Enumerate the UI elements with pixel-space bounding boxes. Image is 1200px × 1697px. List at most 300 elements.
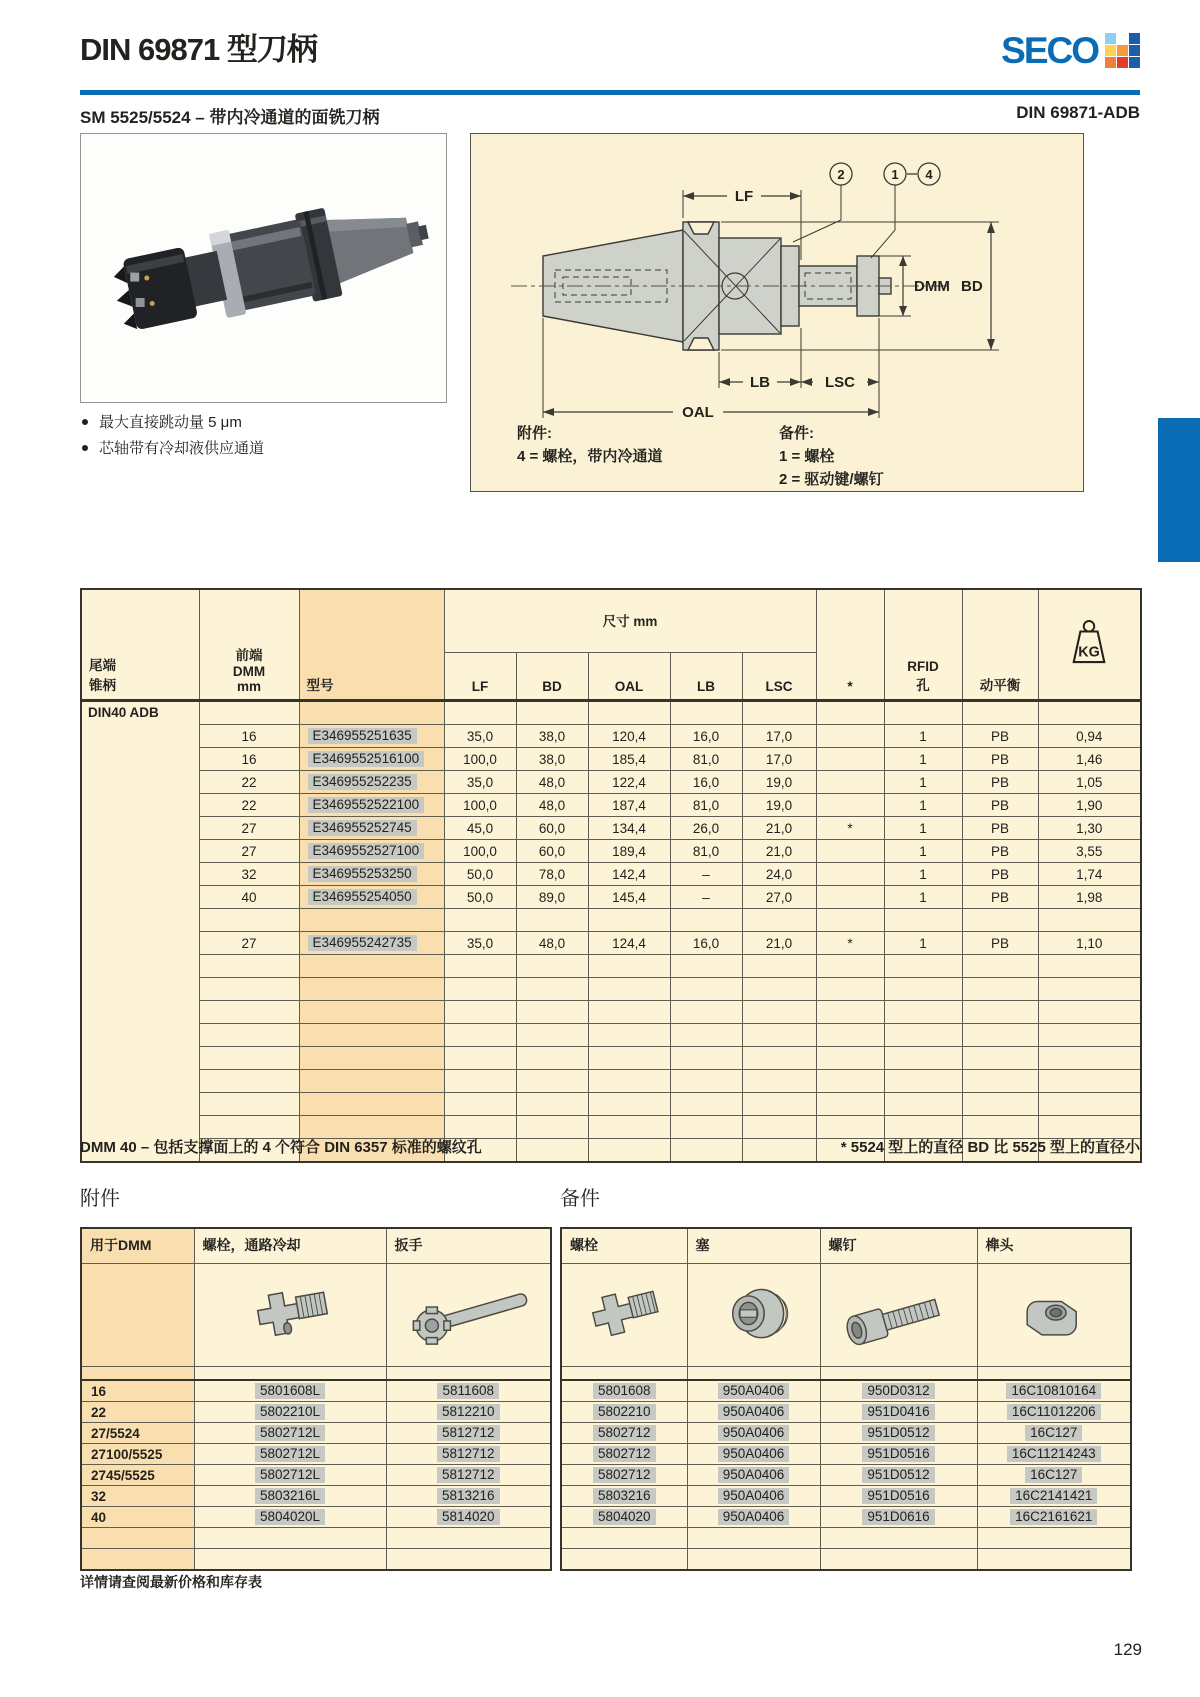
- cell-oal: [588, 978, 670, 1001]
- cell-rfid: [884, 1024, 962, 1047]
- callout-4-label: 4: [925, 167, 933, 182]
- cell-lf: [444, 1047, 516, 1070]
- cell-coolant-screw-part: [194, 1528, 386, 1549]
- main-table-row: [81, 725, 1141, 748]
- dimension-diagram: [470, 133, 1084, 492]
- cell-plug-part: 950A0406: [687, 1507, 820, 1528]
- cell-coolant-screw-part: 5802712L: [194, 1465, 386, 1486]
- cell-dmm: 40: [199, 886, 299, 909]
- cell-tenon-part: 16C11214243: [977, 1444, 1131, 1465]
- cell-for-dmm: [81, 1528, 194, 1549]
- brand-pixel: [1129, 57, 1140, 68]
- main-table-row: [81, 1047, 1141, 1070]
- cell-wrench-part: 5811608: [386, 1380, 551, 1402]
- cell-oal: 145,4: [588, 886, 670, 909]
- cell-balance: PB: [962, 771, 1038, 794]
- wrench-icon: [398, 1270, 538, 1358]
- cell-oal: 142,4: [588, 863, 670, 886]
- cell-dmm: [199, 955, 299, 978]
- accessories-row: [81, 1423, 551, 1444]
- cell-lsc: [742, 1047, 816, 1070]
- cell-dmm: [199, 909, 299, 932]
- cell-oal: 185,4: [588, 748, 670, 771]
- col-header-wrench: 扳手: [386, 1228, 551, 1264]
- diagram-spares-note-item: 2 = 驱动键/螺钉: [779, 471, 884, 488]
- brand-pixel: [1105, 33, 1116, 44]
- cell-oal: [588, 1093, 670, 1116]
- main-table-row: [81, 748, 1141, 771]
- cell-star: [816, 1047, 884, 1070]
- dim-label-lb: LB: [750, 374, 770, 391]
- dim-label-lf: LF: [734, 188, 754, 205]
- brand-pixel: [1129, 33, 1140, 44]
- cell-lsc: 19,0: [742, 794, 816, 817]
- col-header-weight: [1038, 589, 1141, 701]
- cell-model: [299, 701, 444, 725]
- cell-lb: [670, 1093, 742, 1116]
- cell-lf: 35,0: [444, 771, 516, 794]
- cell-for-dmm: 22: [81, 1402, 194, 1423]
- cell-lb: [670, 1001, 742, 1024]
- plug-icon: [707, 1270, 801, 1358]
- cell-plug-part: 950A0406: [687, 1380, 820, 1402]
- cell-bd: [516, 1139, 588, 1163]
- feature-list: [82, 408, 264, 464]
- cell-lsc: 21,0: [742, 932, 816, 955]
- cell-wrench-part: 5812712: [386, 1465, 551, 1486]
- cell-plug-part: [687, 1549, 820, 1571]
- cell-dmm: 16: [199, 725, 299, 748]
- col-header-lb: LB: [670, 653, 742, 701]
- cell-screw-part: 5803216: [561, 1486, 687, 1507]
- cell-kg: 3,55: [1038, 840, 1141, 863]
- cell-model: [299, 1070, 444, 1093]
- cell-lf: 100,0: [444, 794, 516, 817]
- cell-oal: [588, 1001, 670, 1024]
- cell-lf: [444, 1024, 516, 1047]
- page-number: 129: [1113, 1640, 1142, 1659]
- cell-setscrew-part: [820, 1549, 977, 1571]
- cell-bd: [516, 1070, 588, 1093]
- cell-balance: PB: [962, 863, 1038, 886]
- cell-plug-part: [687, 1528, 820, 1549]
- accessories-header-row: [81, 1228, 551, 1264]
- cell-setscrew-part: 951D0512: [820, 1465, 977, 1486]
- cell-coolant-screw-part: 5802712L: [194, 1423, 386, 1444]
- page-edge-tab: [1158, 418, 1200, 562]
- cell-star: [816, 1024, 884, 1047]
- cell-model: [299, 1024, 444, 1047]
- cell-coolant-screw-part: 5803216L: [194, 1486, 386, 1507]
- cell-tenon-part: 16C2161621: [977, 1507, 1131, 1528]
- cell-kg: 1,30: [1038, 817, 1141, 840]
- main-table-row: [81, 932, 1141, 955]
- cell-rfid: 1: [884, 794, 962, 817]
- main-table-row: [81, 794, 1141, 817]
- cell-dmm: [199, 1001, 299, 1024]
- spares-row: [561, 1507, 1131, 1528]
- cell-coolant-screw-part: [194, 1549, 386, 1571]
- cell-wrench-part: 5812712: [386, 1423, 551, 1444]
- cell-rfid: [884, 1093, 962, 1116]
- cell-rfid: 1: [884, 863, 962, 886]
- cell-lsc: [742, 1093, 816, 1116]
- main-table-row: [81, 1093, 1141, 1116]
- cell-lsc: 17,0: [742, 725, 816, 748]
- cell-screw-part: 5802712: [561, 1444, 687, 1465]
- callout-2-label: 2: [837, 167, 845, 182]
- cell-kg: [1038, 978, 1141, 1001]
- cell-screw-part: [561, 1528, 687, 1549]
- spares-row: [561, 1444, 1131, 1465]
- main-table-row: [81, 1024, 1141, 1047]
- spares-row: [561, 1402, 1131, 1423]
- cell-kg: [1038, 1001, 1141, 1024]
- cell-model: E3469552527100: [299, 840, 444, 863]
- col-header-screw: 螺栓: [561, 1228, 687, 1264]
- cell-lsc: 24,0: [742, 863, 816, 886]
- cell-kg: 1,05: [1038, 771, 1141, 794]
- cell-kg: [1038, 701, 1141, 725]
- cell-bd: 48,0: [516, 771, 588, 794]
- cell-kg: 1,10: [1038, 932, 1141, 955]
- accessories-row: [81, 1507, 551, 1528]
- cell-kg: 1,74: [1038, 863, 1141, 886]
- cell-dmm: 27: [199, 840, 299, 863]
- cell-lsc: [742, 1070, 816, 1093]
- cell-model: [299, 1047, 444, 1070]
- diagram-spares-note-title: 备件:: [779, 425, 814, 442]
- cell-for-dmm: 40: [81, 1507, 194, 1528]
- cell-rfid: [884, 1001, 962, 1024]
- cell-star: [816, 840, 884, 863]
- cell-tenon-part: 16C10810164: [977, 1380, 1131, 1402]
- cell-oal: [588, 955, 670, 978]
- header-rule: [80, 90, 1140, 95]
- cell-lf: [444, 701, 516, 725]
- cell-lb: [670, 978, 742, 1001]
- cell-rfid: 1: [884, 725, 962, 748]
- brand-pixel-grid: [1105, 33, 1140, 68]
- cell-dmm: 22: [199, 771, 299, 794]
- cell-oal: 122,4: [588, 771, 670, 794]
- accessories-gap-row: [81, 1367, 551, 1381]
- main-table-row: [81, 701, 1141, 725]
- diagram-accessory-note-title: 附件:: [517, 425, 552, 442]
- tenon-icon: [1007, 1270, 1101, 1358]
- cell-balance: [962, 701, 1038, 725]
- col-header-setscrew: 螺钉: [820, 1228, 977, 1264]
- cell-model: [299, 978, 444, 1001]
- svg-text:KG: KG: [1078, 644, 1100, 661]
- cell-model: E346955253250: [299, 863, 444, 886]
- cell-bd: [516, 909, 588, 932]
- cell-lb: [670, 1139, 742, 1163]
- cell-kg: 1,98: [1038, 886, 1141, 909]
- cell-bd: [516, 955, 588, 978]
- cell-dmm: 16: [199, 748, 299, 771]
- main-dimensions-table: [80, 588, 1142, 1163]
- cell-coolant-screw-part: 5802712L: [194, 1444, 386, 1465]
- cell-rfid: [884, 1047, 962, 1070]
- accessories-row: [81, 1465, 551, 1486]
- accessories-row: [81, 1528, 551, 1549]
- main-table-row: [81, 978, 1141, 1001]
- cell-star: [816, 725, 884, 748]
- cell-dmm: [199, 1024, 299, 1047]
- cell-kg: [1038, 909, 1141, 932]
- page-title: DIN 69871 型刀柄: [80, 32, 317, 67]
- cell-balance: PB: [962, 794, 1038, 817]
- cell-lsc: [742, 1139, 816, 1163]
- cell-for-dmm: 27/5524: [81, 1423, 194, 1444]
- seco-logo-text: SECO: [1001, 30, 1098, 71]
- cell-rfid: 1: [884, 932, 962, 955]
- brand-pixel: [1105, 57, 1116, 68]
- diagram-accessory-note: [517, 422, 662, 468]
- cell-model: E346955251635: [299, 725, 444, 748]
- cell-lf: 100,0: [444, 748, 516, 771]
- main-table-row: [81, 771, 1141, 794]
- cell-wrench-part: [386, 1528, 551, 1549]
- tool-holder-line-drawing: [471, 134, 1083, 424]
- cell-setscrew-part: 950D0312: [820, 1380, 977, 1402]
- cell-lb: 16,0: [670, 932, 742, 955]
- cell-kg: [1038, 1093, 1141, 1116]
- cell-lf: [444, 978, 516, 1001]
- brand-pixel: [1129, 45, 1140, 56]
- cell-lf: [444, 1093, 516, 1116]
- cell-dmm: [199, 1047, 299, 1070]
- cell-lf: 50,0: [444, 886, 516, 909]
- cell-bd: 38,0: [516, 725, 588, 748]
- cell-tenon-part: 16C11012206: [977, 1402, 1131, 1423]
- main-table-body: [81, 701, 1141, 1163]
- col-header-balance: 动平衡: [962, 589, 1038, 701]
- dim-label-dmm: DMM: [914, 278, 950, 295]
- main-table-row: [81, 886, 1141, 909]
- cell-lf: [444, 1070, 516, 1093]
- cell-rfid: 1: [884, 748, 962, 771]
- cell-balance: [962, 955, 1038, 978]
- brand-pixel: [1117, 45, 1128, 56]
- cell-kg: [1038, 955, 1141, 978]
- accessories-image-row: [81, 1264, 551, 1367]
- cell-lsc: [742, 701, 816, 725]
- cell-lb: [670, 1047, 742, 1070]
- cell-bd: [516, 1116, 588, 1139]
- cell-oal: 134,4: [588, 817, 670, 840]
- col-header-shank: 尾端 锥柄: [81, 589, 199, 701]
- accessories-row: [81, 1444, 551, 1465]
- col-header-front-dmm: 前端 DMM mm: [199, 589, 299, 701]
- cell-screw-part: 5802210: [561, 1402, 687, 1423]
- cell-coolant-screw-part: 5802210L: [194, 1402, 386, 1423]
- main-table-header-row: [81, 589, 1141, 653]
- spindle-type-label: DIN40 ADB: [81, 701, 199, 1163]
- cell-star: [816, 1001, 884, 1024]
- kg-weight-icon: [1068, 619, 1110, 665]
- col-header-model: 型号: [299, 589, 444, 701]
- cell-balance: [962, 909, 1038, 932]
- cell-kg: 1,46: [1038, 748, 1141, 771]
- diagram-accessory-note-item: 4 = 螺栓，带内冷通道: [517, 448, 663, 465]
- accessories-section-title: 附件: [80, 1188, 120, 1210]
- spares-row: [561, 1528, 1131, 1549]
- spares-gap-row: [561, 1367, 1131, 1381]
- cell-star: [816, 978, 884, 1001]
- cell-balance: PB: [962, 725, 1038, 748]
- cell-bd: 48,0: [516, 794, 588, 817]
- feature-item: 芯轴带有冷却液供应通道: [82, 438, 264, 460]
- cell-dmm: 27: [199, 932, 299, 955]
- cell-plug-part: 950A0406: [687, 1465, 820, 1486]
- cell-plug-part: 950A0406: [687, 1423, 820, 1444]
- cell-balance: PB: [962, 932, 1038, 955]
- cell-setscrew-part: 951D0416: [820, 1402, 977, 1423]
- cell-rfid: 1: [884, 771, 962, 794]
- accessories-table: [80, 1227, 552, 1571]
- cell-oal: [588, 1070, 670, 1093]
- coolant-screw-icon: [238, 1269, 342, 1359]
- cell-dmm: 27: [199, 817, 299, 840]
- spares-table-body: [561, 1380, 1131, 1570]
- cell-star: [816, 955, 884, 978]
- cell-setscrew-part: 951D0512: [820, 1423, 977, 1444]
- cell-plug-part: 950A0406: [687, 1402, 820, 1423]
- cell-balance: PB: [962, 840, 1038, 863]
- cell-star: [816, 886, 884, 909]
- cell-lsc: [742, 955, 816, 978]
- cell-screw-part: 5802712: [561, 1465, 687, 1486]
- cell-for-dmm: 32: [81, 1486, 194, 1507]
- cell-setscrew-part: [820, 1528, 977, 1549]
- cell-oal: 120,4: [588, 725, 670, 748]
- cell-bd: 89,0: [516, 886, 588, 909]
- cell-oal: 187,4: [588, 794, 670, 817]
- cell-balance: PB: [962, 817, 1038, 840]
- series-subtitle: SM 5525/5524 – 带内冷通道的面铣刀柄: [80, 108, 380, 127]
- main-table-row: [81, 817, 1141, 840]
- cell-tenon-part: 16C2141421: [977, 1486, 1131, 1507]
- cell-screw-part: 5802712: [561, 1423, 687, 1444]
- col-header-lsc: LSC: [742, 653, 816, 701]
- cell-bd: 78,0: [516, 863, 588, 886]
- spares-row: [561, 1549, 1131, 1571]
- cell-lb: [670, 1116, 742, 1139]
- footnote-star: * 5524 型上的直径 BD 比 5525 型上的直径小: [840, 1139, 1140, 1156]
- tool-holder-photo-illustration: [81, 134, 444, 400]
- cell-rfid: [884, 1070, 962, 1093]
- brand-pixel: [1117, 57, 1128, 68]
- cell-balance: [962, 1070, 1038, 1093]
- cell-oal: [588, 1139, 670, 1163]
- accessories-row: [81, 1486, 551, 1507]
- cell-star: [816, 863, 884, 886]
- col-header-plug: 塞: [687, 1228, 820, 1264]
- col-header-rfid: RFID 孔: [884, 589, 962, 701]
- cell-coolant-screw-part: 5804020L: [194, 1507, 386, 1528]
- cell-bd: [516, 978, 588, 1001]
- cell-for-dmm: 27100/5525: [81, 1444, 194, 1465]
- cell-screw-part: 5804020: [561, 1507, 687, 1528]
- cell-lb: 81,0: [670, 748, 742, 771]
- cell-lb: 16,0: [670, 771, 742, 794]
- cell-lb: 26,0: [670, 817, 742, 840]
- cell-lb: [670, 701, 742, 725]
- cell-wrench-part: 5812210: [386, 1402, 551, 1423]
- cell-rfid: [884, 978, 962, 1001]
- feature-item: 最大直接跳动量 5 μm: [82, 412, 264, 434]
- cell-lb: [670, 1024, 742, 1047]
- cell-dmm: [199, 1093, 299, 1116]
- cell-lsc: [742, 909, 816, 932]
- col-header-for-dmm: 用于DMM: [81, 1228, 194, 1264]
- cell-wrench-part: [386, 1549, 551, 1571]
- dim-label-lsc: LSC: [825, 374, 855, 391]
- cell-rfid: [884, 955, 962, 978]
- cell-bd: [516, 1001, 588, 1024]
- cell-setscrew-part: 951D0516: [820, 1444, 977, 1465]
- cell-lb: –: [670, 886, 742, 909]
- cell-model: [299, 1093, 444, 1116]
- spares-header-row: [561, 1228, 1131, 1264]
- cell-oal: [588, 1047, 670, 1070]
- cell-lf: [444, 1001, 516, 1024]
- cell-balance: [962, 1024, 1038, 1047]
- cell-lf: [444, 909, 516, 932]
- cell-star: [816, 794, 884, 817]
- cell-lb: –: [670, 863, 742, 886]
- cell-kg: [1038, 1024, 1141, 1047]
- cell-balance: [962, 1047, 1038, 1070]
- cell-bd: [516, 1024, 588, 1047]
- dim-label-oal: OAL: [682, 404, 714, 421]
- main-table-row: [81, 909, 1141, 932]
- cell-oal: 189,4: [588, 840, 670, 863]
- cell-lsc: [742, 1001, 816, 1024]
- spares-table: [560, 1227, 1132, 1571]
- cell-balance: PB: [962, 748, 1038, 771]
- diagram-spares-note-item: 1 = 螺栓: [779, 448, 835, 465]
- cell-dmm: [199, 1070, 299, 1093]
- cell-oal: [588, 1024, 670, 1047]
- cell-setscrew-part: 951D0516: [820, 1486, 977, 1507]
- main-table-row: [81, 955, 1141, 978]
- cell-lsc: 19,0: [742, 771, 816, 794]
- cell-star: [816, 1093, 884, 1116]
- spares-image-row: [561, 1264, 1131, 1367]
- cell-tenon-part: 16C127: [977, 1423, 1131, 1444]
- spares-row: [561, 1423, 1131, 1444]
- cell-model: E3469552522100: [299, 794, 444, 817]
- cell-star: *: [816, 817, 884, 840]
- cell-lf: 50,0: [444, 863, 516, 886]
- cell-lsc: 17,0: [742, 748, 816, 771]
- cell-rfid: [884, 909, 962, 932]
- cell-lf: 100,0: [444, 840, 516, 863]
- screw-icon: [574, 1270, 674, 1358]
- cell-wrench-part: 5814020: [386, 1507, 551, 1528]
- cell-kg: 1,90: [1038, 794, 1141, 817]
- cell-star: [816, 1070, 884, 1093]
- main-table-row: [81, 1001, 1141, 1024]
- cell-wrench-part: 5812712: [386, 1444, 551, 1465]
- main-table-row: [81, 1070, 1141, 1093]
- col-header-star: *: [816, 589, 884, 701]
- cell-kg: [1038, 1047, 1141, 1070]
- cell-setscrew-part: 951D0616: [820, 1507, 977, 1528]
